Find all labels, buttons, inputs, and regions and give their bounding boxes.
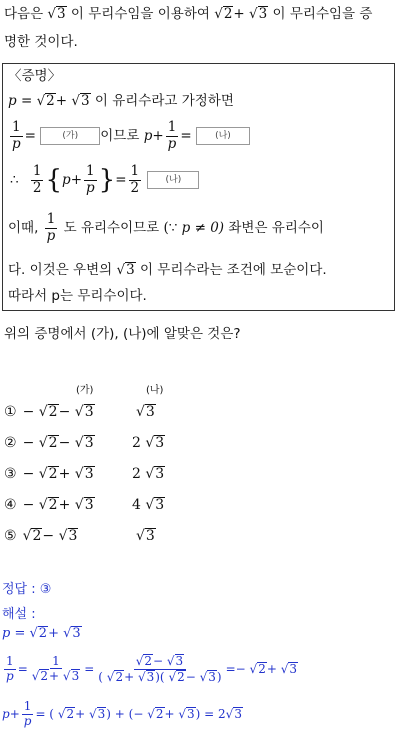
- proof-text: 좌변은 유리수이: [228, 220, 324, 237]
- because-symbol: (∵: [163, 220, 178, 237]
- blank-ga: (가): [40, 127, 100, 145]
- proof-line-2: $\frac{1}{p}$ = (가) 이므로 p+ $\frac{1}{p}$ = (나): [8, 120, 250, 152]
- choice-3[interactable]: ③ − √2+ √3: [4, 466, 94, 482]
- question-text: 다음은: [4, 6, 44, 22]
- proof-line-6: 따라서 p는 무리수이다.: [8, 288, 147, 304]
- question-text: 이 무리수임을 증: [272, 6, 373, 22]
- choice-4-na: 4 √3: [132, 497, 165, 513]
- question-line-1: 다음은 √3 이 무리수임을 이용하여 √2+ √3 이 무리수임을 증: [4, 6, 373, 22]
- explanation-label: 해설 :: [2, 607, 36, 622]
- choice-4[interactable]: ④ − √2+ √3: [4, 497, 94, 513]
- proof-text: 도 유리수이므로: [63, 220, 160, 237]
- therefore-symbol: ∴: [10, 172, 19, 189]
- proof-text: 이므로: [100, 128, 140, 145]
- proof-text: 다. 이것은 우변의: [8, 262, 113, 278]
- proof-line-5: 다. 이것은 우변의 √3 이 무리수라는 조건에 모순이다.: [8, 262, 327, 278]
- answer-label: 정답 : ③: [2, 582, 52, 597]
- fraction: $\frac{1}{p}$: [12, 119, 21, 152]
- choice-5-na: √3: [136, 528, 155, 544]
- choice-3-na: 2 √3: [132, 466, 165, 482]
- question-text: 이 무리수임을 이용하여: [70, 6, 210, 22]
- proof-text: 이 무리수라는 조건에 모순이다.: [139, 262, 327, 278]
- choice-1-na: √3: [136, 404, 155, 420]
- choice-5[interactable]: ⑤ √2− √3: [4, 528, 78, 544]
- proof-text: 이 유리수라고 가정하면: [94, 93, 234, 109]
- blank-na: (나): [196, 127, 250, 145]
- explanation-line-2: $\frac{1}{p}$ = $\frac{1}{√2+ √3}$ = $\frac{√2- √3}{( √2+ √3)( √2- √3)}$ =− √2+ √3: [6, 653, 297, 684]
- explanation-line-3: p+ $\frac{1}{p}$ = ( √2+ √3) + (− √2+ √3) = 2√3: [2, 699, 242, 728]
- col-header-na: (나): [146, 385, 164, 396]
- proof-line-4: 이때, $\frac{1}{p}$ 도 유리수이므로 (∵ p ≠ 0) 좌변은 유리수이: [8, 211, 324, 244]
- col-header-ga: (가): [76, 385, 94, 396]
- choice-2-na: 2 √3: [132, 435, 165, 451]
- sqrt-3: 3: [57, 6, 66, 22]
- choice-2[interactable]: ② − √2− √3: [4, 435, 94, 451]
- sqrt-3: 3: [258, 6, 268, 22]
- p-not-zero: p ≠ 0): [181, 220, 225, 237]
- proof-header: 〈증명〉: [8, 68, 62, 84]
- question-line-2: 명한 것이다.: [4, 34, 78, 50]
- choice-1[interactable]: ① − √2− √3: [4, 404, 94, 420]
- blank-na-2: (나): [147, 171, 199, 189]
- proof-line-1: p = √2+ √3 이 유리수라고 가정하면: [8, 93, 234, 109]
- question-prompt: 위의 증명에서 (가), (나)에 알맞은 것은?: [4, 326, 241, 342]
- sqrt-2: 2: [223, 6, 233, 22]
- explanation-line-1: p = √2+ √3: [2, 626, 81, 641]
- proof-line-3: ∴ $\frac{1}{2}$ {p+ $\frac{1}{p}$ }= $\frac{1}{2}$ (나): [10, 164, 199, 196]
- proof-text: 이때,: [8, 220, 39, 237]
